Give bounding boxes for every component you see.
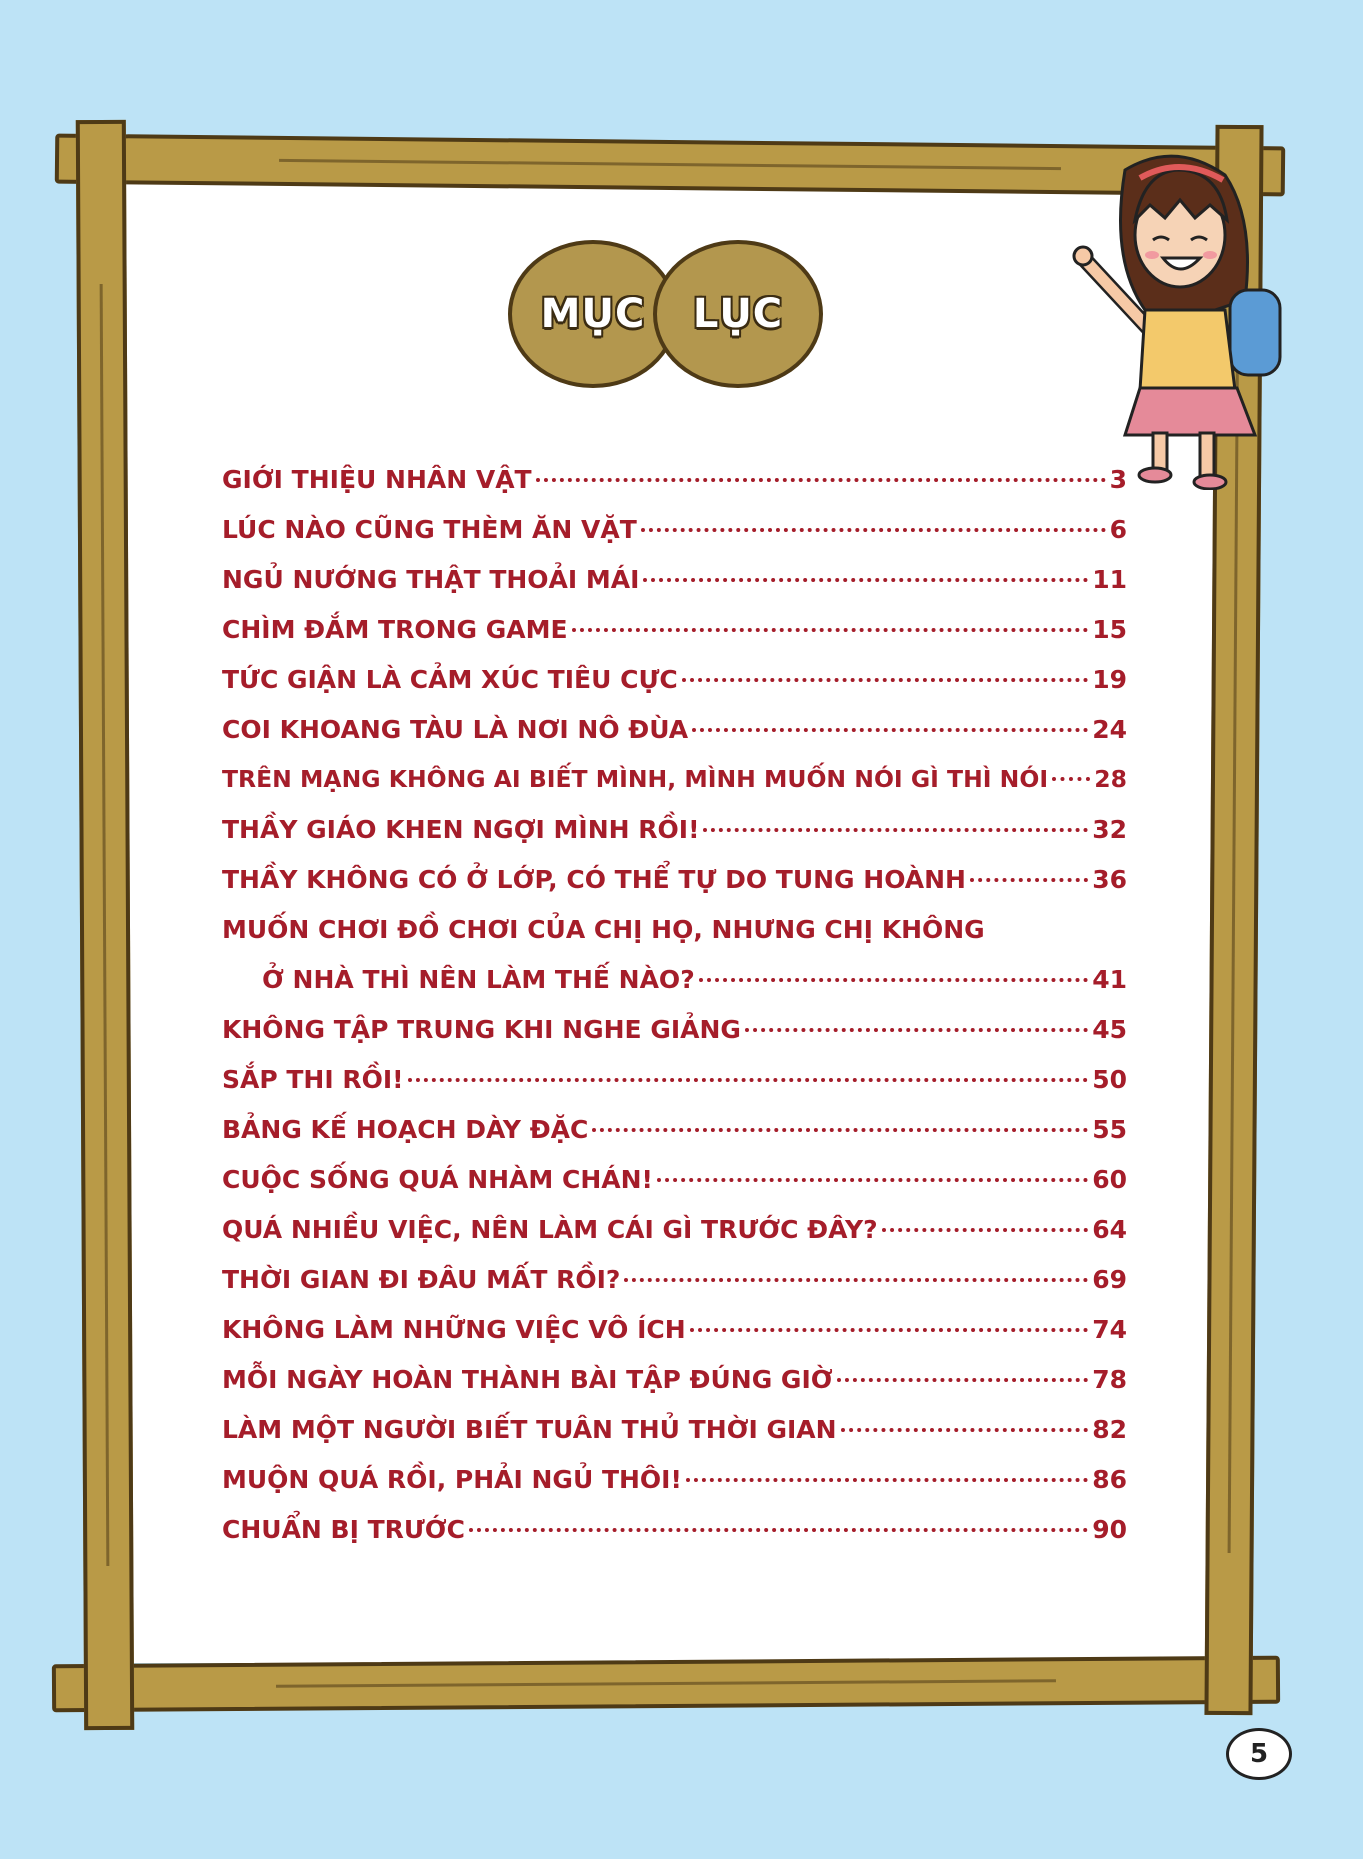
toc-heading [508,240,828,390]
toc-entry[interactable] [222,1215,1127,1265]
heading-word-2: LỤC [692,291,784,337]
toc-entry-page: 28 [1094,765,1127,793]
heading-circle-right [653,240,823,388]
toc-entry[interactable] [222,1465,1127,1515]
toc-leader-dots [641,528,1106,532]
toc-leader-dots [686,1478,1088,1482]
toc-entry-line-1[interactable] [222,915,1127,965]
toc-leader-dots [745,1028,1088,1032]
toc-entry-title: GIỚI THIỆU NHÂN VẬT [222,465,532,494]
toc-entry-page: 82 [1092,1415,1127,1444]
toc-leader-dots [692,728,1088,732]
toc-entry[interactable] [222,665,1127,715]
toc-entry-page: 6 [1109,515,1127,544]
toc-entry-page: 74 [1092,1315,1127,1344]
toc-entry-title: TỨC GIẬN LÀ CẢM XÚC TIÊU CỰC [222,665,678,694]
toc-entry-page: 24 [1092,715,1127,744]
toc-entry-title: NGỦ NƯỚNG THẬT THOẢI MÁI [222,565,640,594]
toc-entry-page: 64 [1092,1215,1127,1244]
toc-leader-dots [624,1278,1088,1282]
toc-entry-title: KHÔNG LÀM NHỮNG VIỆC VÔ ÍCH [222,1315,686,1344]
toc-entry-page: 78 [1092,1365,1127,1394]
toc-entry-title: CUỘC SỐNG QUÁ NHÀM CHÁN! [222,1165,653,1194]
toc-entry[interactable] [222,765,1127,815]
page-number: 5 [1226,1728,1292,1780]
toc-entry-title: THẦY KHÔNG CÓ Ở LỚP, CÓ THỂ TỰ DO TUNG HOÀNH [222,865,966,894]
toc-entry[interactable] [222,1065,1127,1115]
toc-leader-dots [690,1328,1089,1332]
frame-bottom-plank [52,1656,1280,1713]
toc-entry-page: 32 [1092,815,1127,844]
toc-leader-dots [882,1228,1089,1232]
toc-entry[interactable] [222,1315,1127,1365]
toc-entry-page: 90 [1092,1515,1127,1544]
toc-entry-title: QUÁ NHIỀU VIỆC, NÊN LÀM CÁI GÌ TRƯỚC ĐÂY? [222,1215,878,1244]
toc-entry-title: CHÌM ĐẮM TRONG GAME [222,615,568,644]
toc-entry[interactable] [222,615,1127,665]
toc-list [222,465,1127,1565]
toc-entry-page: 69 [1092,1265,1127,1294]
toc-entry-title: MỖI NGÀY HOÀN THÀNH BÀI TẬP ĐÚNG GIỜ [222,1365,833,1394]
girl-illustration [1055,150,1295,490]
toc-entry-title: THẦY GIÁO KHEN NGỢI MÌNH RỒI! [222,815,700,844]
toc-entry-line-2[interactable] [222,965,1127,1015]
toc-leader-dots [1052,777,1090,781]
toc-entry[interactable] [222,1415,1127,1465]
toc-entry-title: COI KHOANG TÀU LÀ NƠI NÔ ĐÙA [222,715,689,744]
toc-entry-page: 50 [1092,1065,1127,1094]
toc-entry-page: 3 [1109,465,1127,494]
toc-entry[interactable] [222,715,1127,765]
toc-entry-page: 45 [1092,1015,1127,1044]
toc-entry-page: 41 [1092,965,1127,994]
toc-entry-title: LÚC NÀO CŨNG THÈM ĂN VẶT [222,515,637,544]
toc-entry[interactable] [222,465,1127,515]
toc-entry-title: LÀM MỘT NGƯỜI BIẾT TUÂN THỦ THỜI GIAN [222,1415,837,1444]
toc-entry-title: THỜI GIAN ĐI ĐÂU MẤT RỒI? [222,1265,621,1294]
toc-entry-title: SẮP THI RỒI! [222,1065,404,1094]
toc-leader-dots [703,828,1088,832]
toc-entry-title: MUỐN CHƠI ĐỒ CHƠI CỦA CHỊ HỌ, NHƯNG CHỊ KHÔNG [222,915,985,944]
toc-leader-dots [699,978,1089,982]
toc-entry[interactable] [222,565,1127,615]
toc-entry-title: MUỘN QUÁ RỒI, PHẢI NGỦ THÔI! [222,1465,682,1494]
toc-entry-title: KHÔNG TẬP TRUNG KHI NGHE GIẢNG [222,1015,741,1044]
toc-entry[interactable] [222,1165,1127,1215]
toc-leader-dots [682,678,1089,682]
toc-entry[interactable] [222,515,1127,565]
toc-entry-page: 19 [1092,665,1127,694]
toc-leader-dots [469,1528,1088,1532]
toc-entry-title: BẢNG KẾ HOẠCH DÀY ĐẶC [222,1115,589,1144]
toc-entry[interactable] [222,865,1127,915]
toc-leader-dots [841,1428,1089,1432]
toc-entry-page: 55 [1092,1115,1127,1144]
toc-leader-dots [592,1128,1088,1132]
toc-leader-dots [643,578,1088,582]
frame-left-plank [76,120,134,1730]
toc-entry[interactable] [222,1515,1127,1565]
toc-leader-dots [837,1378,1089,1382]
heading-word-1: MỤC [540,291,646,337]
toc-leader-dots [536,478,1106,482]
toc-entry-page: 15 [1092,615,1127,644]
toc-entry[interactable] [222,1265,1127,1315]
toc-leader-dots [408,1078,1089,1082]
toc-entry-page: 60 [1092,1165,1127,1194]
toc-entry[interactable] [222,1365,1127,1415]
toc-leader-dots [572,628,1089,632]
toc-entry-page: 11 [1092,565,1127,594]
toc-entry[interactable] [222,815,1127,865]
toc-entry[interactable] [222,1015,1127,1065]
toc-entry-title-continued: Ở NHÀ THÌ NÊN LÀM THẾ NÀO? [262,965,695,994]
toc-entry-title: TRÊN MẠNG KHÔNG AI BIẾT MÌNH, MÌNH MUỐN NÓI GÌ THÌ NÓI [222,765,1049,793]
toc-entry-page: 86 [1092,1465,1127,1494]
toc-entry[interactable] [222,1115,1127,1165]
toc-entry-page: 36 [1092,865,1127,894]
toc-leader-dots [657,1178,1088,1182]
toc-leader-dots [970,878,1088,882]
toc-entry-title: CHUẨN BỊ TRƯỚC [222,1515,465,1544]
